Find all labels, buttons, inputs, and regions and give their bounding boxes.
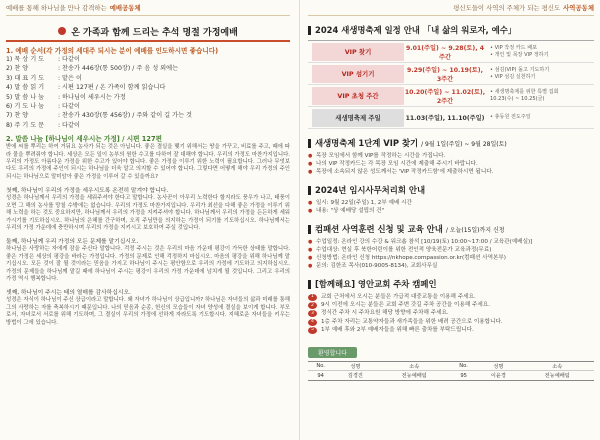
page-title xyxy=(6,24,290,38)
compassion-title: 컴패션 사역훈련 신청 및 교육 안내 / 오늘(15일)까지 신청 xyxy=(308,223,594,235)
left-header-text: 예배를 통해 하나님을 만나 감격하는 xyxy=(6,4,107,12)
order-item: 7) 찬 양 : 찬송가 430장(통 456장) / 주와 같이 길 가는 것 xyxy=(6,112,192,120)
sermon-text-3: 성경은 자식이 하나님이 주신 상급이라고 말합니다. 왜 자녀가 하나님이 상급입니까? 하나님은 자녀들의 삶과 미래를 통해 그의 사랑하는 자를 축복하시기 때문입니다. 나의 믿음과 순종, 헌신의 모습들이 자녀 양성에 결실을 보이게 합니다. 부모로서, 자녀로서 서로를 위해 기도하며, 그 결실이 우리의 가정에 선하게 자라도록 기도합시다. 지혜로운 자녀들을 키우는 방법이 그에 있습니다. xyxy=(6,297,290,326)
list-item: 3 정식간 주차 시 주차요원 해당 방향에 주차해 주세요. xyxy=(308,309,594,317)
worship-order-list xyxy=(6,55,290,130)
list-item: ● 수업일정: 온라인 강의 수강 & 워크숍 참석 [10/19(토) 10:00~17:00 / 교육관(예배실)] xyxy=(308,238,594,246)
right-header xyxy=(308,0,594,16)
list-item: ● 목장 모임에서 함께 VIP를 작정하는 시간을 가집니다. xyxy=(308,152,594,160)
sermon-intro: 받에 씨를 뿌리는 하여 거둬요 농사가 되는 것은 아닙니다. 좋은 결실을 맺기 위해서는 땅을 가꾸고, 비료를 주고, 때에 따라 물을 뿌려줘야 합니다. 세상은 모든 일이 농부의 원한 수고를 다하여 잘 대해야 합니다. 우리의 가정도 마찬가지입니다. 우리의 가정도 아름다운 가정을 위한 수고가 있어야 합니다. 좋은 가정을 이루기 위한 노력이 필요합니다. 그러나 무엇보다도 우리의 가정에 주인이 되시는 하나님을 더욱 알고 의지할 수 있어야 합니다. 그렇다면 어떻게 해야 우리 가정의 주인 되시는 하나님으로 말미암아 좋은 가정을 이루어 갈 수 있을까요? xyxy=(6,144,290,180)
meeting-list xyxy=(308,199,594,215)
title-rule xyxy=(6,40,290,42)
worship-order-title: 1. 예배 순서(각 가정의 세대주 되시는 분이 예배를 인도하시면 좋습니다) xyxy=(6,47,219,55)
list-item: 2 9시 이전에 오시는 분들은 교회 주변 갓길 주차 공간을 이용해 주세요. xyxy=(308,301,594,309)
sermon-point-1: 첫째, 하나님이 우리의 가정을 세우시도록 온전히 맡겨야 합니다. xyxy=(6,188,169,195)
list-item: 5 1부 예배 후와 2부 예배자들을 위해 빠른 출차를 부탁드립니다. xyxy=(308,326,594,334)
step1-title: 새생명축제 1단계 VIP 찾기 / 9월 1일(주일) ~ 9월 28일(토) xyxy=(308,137,594,149)
sermon-text-2: 하나님은 사랑하는 자에게 잠을 주신다 말합니다. 걱정 주시는 것은 우리의 마음 가운데 평강이 가득한 상태를 말합니다. 좋은 가정은 세상의 평강을 바라는 가정입니다. 가정의 문제로 인해 걱정하지 마십시오. 마음의 평강을 위해 하나님께 맡기십시오. 모든 것이 잘 될 것이라는 믿음을 가지고 하나님이 주시는 평안함으로 우리의 가정에 기도하고 의지하십시오. 가정의 문제들을 하나님께 맡길 때에 하나님이 주시는 평강이 우리의 가정 가운데에 넘치게 될 것입니다. 그리고 우리의 가정 역시 행복합니다. xyxy=(6,246,290,282)
step1-list xyxy=(308,152,594,176)
sermon-text-1: 성경은 하나님께서 우리의 가정을 세워주셔야 한다고 말합니다. 농사꾼이 아무리 노력한다 할지라도 풍우가 나고, 태풍이 오면 그 해의 농사를 망칠 수밖에는 없습니다. 우리의 가정도 마찬가지입니다. 우리가 최선을 다해 좋은 가정을 이루기 위해 노력을 하는 것도 중요하지만, 하나님께서 우리의 가정을 지켜주셔야 합니다. 하나님께서 우리의 가정을 든든하게 세워가시기를 기도하십시오. 하나님의 은혜를 간구하며, 오직 주님만을 의지하는 가정이 되기를 기도하십시오. 하나님께서는 우리의 가정 가운데에 충만하시며 우리의 가정을 지키시고 보호하여 주실 것입니다. xyxy=(6,195,290,231)
order-item: 4) 말 씀 읽 기 : 시편 127편 / 온 가족이 함께 읽습니다 xyxy=(6,84,166,92)
schedule-table xyxy=(308,40,594,129)
page-title-text: 온 가족과 함께 드리는 추석 명절 가정예배 xyxy=(71,27,238,38)
welcome-title: 환영합니다 xyxy=(308,347,357,358)
page-fold xyxy=(299,0,300,440)
schedule-row: VIP 초청 주간 10.20(주일) ~ 11.02(토), 2주간 • 새생명축제를 위한 특별 집회 10.23(수) ~ 10.25(금) xyxy=(308,85,594,107)
list-item: ● 나의 VIP 작정카드는 각 목장 모임 시간에 제출해 주시기 바랍니다. xyxy=(308,160,594,168)
list-item: 4 1층 주차 자리는 교통약자들과 새가족들을 위한 배려 공간으로 이용합니다. xyxy=(308,318,594,326)
order-item: 1) 묵 상 기 도 : 다같이 xyxy=(6,56,80,63)
list-item: ● 신청방법: 온라인 신청 https://nkhope.compassion.or.kr(컴패션 사역본부) xyxy=(308,254,594,262)
order-item: 3) 대 표 기 도 : 맡은 이 xyxy=(6,74,82,82)
left-page xyxy=(0,0,296,440)
meeting-title: 2024년 임시사무처리회 안내 xyxy=(308,184,594,196)
sermon-title: 2. 말씀 나눔 [하나님이 세우시는 가정] / 시편 127편 xyxy=(6,135,162,144)
schedule-row: VIP 섬기기 9.29(주일) ~ 10.19(토), 3주간 • 섬김(VIP) 돌고 기도하기 • VIP 섬김 실천하기 xyxy=(308,63,594,85)
compassion-list xyxy=(308,238,594,270)
table-row: 94 김경진 전능예배팀 95 이윤경 전능예배팀 xyxy=(308,371,594,381)
order-item: 6) 기 도 나 눔 : 다같이 xyxy=(6,103,80,111)
welcome-box xyxy=(308,340,594,381)
list-item: ● 일시: 9월 22일(주일) 1, 2부 예배 시간 xyxy=(308,199,594,207)
right-header-brand: 사역공동체 xyxy=(563,4,594,12)
list-item: ● 목장에 소속되지 않은 성도께서는 'VIP 작정카드함'에 제출하시면 됩니다. xyxy=(308,168,594,176)
order-item: 8) 주 기 도 문 : 다같이 xyxy=(6,121,80,129)
schedule-row: VIP 찾기 9.01(주일) ~ 9.28(토), 4주간 • VIP 작정 카드 배포 • 개인 및 목장 VIP 정하기 xyxy=(308,41,594,63)
right-page xyxy=(304,0,600,440)
list-item: ● 문의: 김한조 목사(010-9005-8134), 교회사무실 xyxy=(308,262,594,270)
schedule-title: 2024 새생명축제 일정 안내 「내 삶의 워로자, 예수」 xyxy=(308,24,594,36)
right-header-text: 평신도들이 사역의 주체가 되는 평신도 xyxy=(453,4,561,12)
welcome-table: No. 성명 소속 No. 성명 소속 94 김경진 전능예배팀 95 이윤경 전능예배팀 xyxy=(308,361,594,381)
title-dot-icon xyxy=(58,27,66,35)
sermon-point-3: 셋째, 하나님이 주시는 태의 열매를 감사하십시오. xyxy=(6,290,131,297)
left-header xyxy=(6,0,290,16)
parking-title: [함께해요] 영안교회 주차 캠페인 xyxy=(308,278,594,290)
order-item: 5) 말 씀 나 눔 : 하나님이 세우시는 가정 xyxy=(6,93,126,101)
sermon-point-2: 둘째, 하나님께 우리 가정의 모든 문제를 맡기십시오. xyxy=(6,239,139,246)
list-item: ● 수업대상: 현실 후 북한어린이를 위한 전인적 양육전문가 교육과정(무료) xyxy=(308,246,594,254)
parking-list xyxy=(308,293,594,334)
list-item: ● 내용: "상 예배당 설립의 건" xyxy=(308,207,594,215)
list-item: 1 교회 근처에서 오시는 분들은 가급적 대중교통을 이용해 주세요. xyxy=(308,293,594,301)
order-item: 2) 찬 양 : 찬송가 446장(통 500장) / 주 음 성 외에는 xyxy=(6,65,179,73)
schedule-row: 새생명축제 주일 11.03(주일), 11.10(주일) • 총동원 전도주일 xyxy=(308,107,594,129)
left-header-brand: 예배공동체 xyxy=(109,4,141,12)
